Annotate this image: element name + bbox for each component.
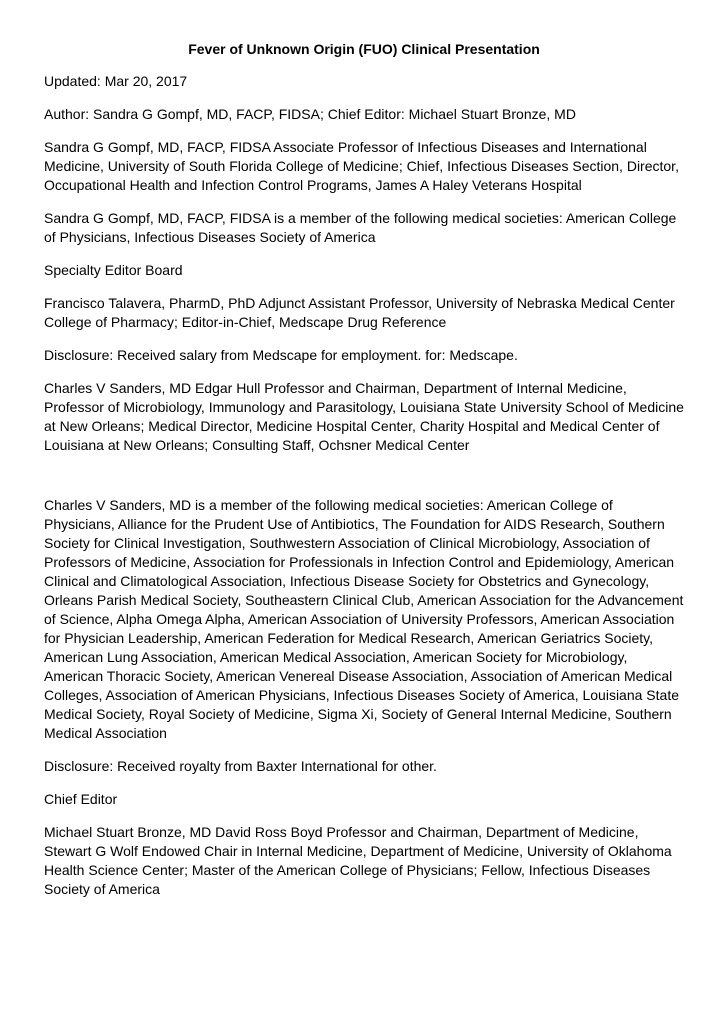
- author-societies: Sandra G Gompf, MD, FACP, FIDSA is a member of the following medical societies: American College of Physicians, Infectious Diseases Society of America: [44, 210, 677, 245]
- author-bio: Sandra G Gompf, MD, FACP, FIDSA Associate Professor of Infectious Diseases and International Medicine, University of South Florida College of Medicine; Chief, Infectious Diseases Section, Director, Occupational Health and Infection Control Programs, James A Haley Veterans Hospital: [44, 139, 679, 193]
- author-line: Author: Sandra G Gompf, MD, FACP, FIDSA; Chief Editor: Michael Stuart Bronze, MD: [44, 106, 576, 122]
- chief-editor-heading: Chief Editor: [44, 791, 118, 807]
- document-title: Fever of Unknown Origin (FUO) Clinical Presentation: [188, 41, 540, 57]
- talavera-bio: Francisco Talavera, PharmD, PhD Adjunct Assistant Professor, University of Nebraska Medical Center College of Pharmacy; Editor-in-Chief, Medscape Drug Reference: [44, 295, 675, 330]
- talavera-disclosure: Disclosure: Received salary from Medscape for employment. for: Medscape.: [44, 347, 518, 363]
- document-page: [44, 40, 684, 913]
- specialty-board-heading: Specialty Editor Board: [44, 262, 183, 278]
- updated-date: Updated: Mar 20, 2017: [44, 73, 188, 89]
- sanders-societies: Charles V Sanders, MD is a member of the following medical societies: American College of Physicians, Alliance for the Prudent Use of Antibiotics, The Foundation for AIDS Research, Southern Society for Clinical Investigation, Southwestern Association of Clinical Microbiology, Association of Professors of Medicine, Association for Professionals in Infection Control and Epidemiology, American Clinical and Climatological Association, Infectious Disease Society for Obstetrics and Gynecology, Orleans Parish Medical Society, Southeastern Clinical Club, American Association for the Advancement of Science, Alpha Omega Alpha, American Association of University Professors, American Association for Physician Leadership, American Federation for Medical Research, American Geriatrics Society, American Lung Association, American Medical Association, American Society for Microbiology, American Thoracic Society, American Venereal Disease Association, Association of American Medical Colleges, Association of American Physicians, Infectious Diseases Society of America, Louisiana State Medical Society, Royal Society of Medicine, Sigma Xi, Society of General Internal Medicine, Southern Medical Association: [44, 497, 684, 741]
- sanders-disclosure: Disclosure: Received royalty from Baxter International for other.: [44, 758, 437, 774]
- spacer: [44, 469, 684, 496]
- bronze-bio: Michael Stuart Bronze, MD David Ross Boyd Professor and Chairman, Department of Medicine, Stewart G Wolf Endowed Chair in Internal Medicine, Department of Medicine, University of Oklahoma Health Science Center; Master of the American College of Physicians; Fellow, Infectious Diseases Society of America: [44, 824, 672, 897]
- sanders-bio: Charles V Sanders, MD Edgar Hull Professor and Chairman, Department of Internal Medicine, Professor of Microbiology, Immunology and Parasitology, Louisiana State University School of Medicine at New Orleans; Medical Director, Medicine Hospital Center, Charity Hospital and Medical Center of Louisiana at New Orleans; Consulting Staff, Ochsner Medical Center: [44, 380, 684, 453]
